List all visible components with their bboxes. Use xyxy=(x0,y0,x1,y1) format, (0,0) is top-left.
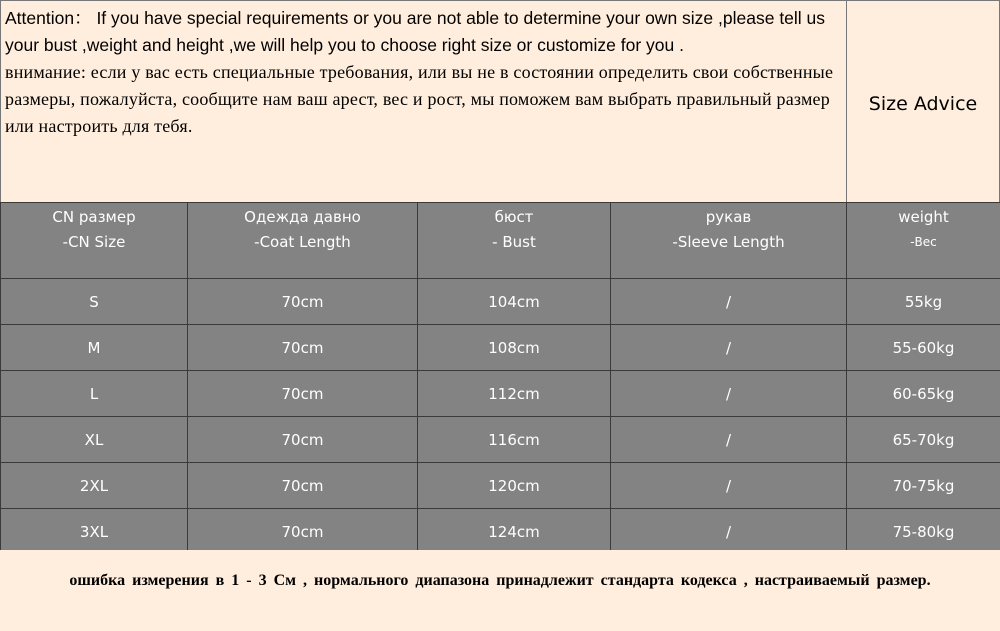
cell-coat-length: 70cm xyxy=(188,279,418,325)
cell-sleeve-length: / xyxy=(611,463,847,509)
cell-coat-length: 70cm xyxy=(188,325,418,371)
table-row xyxy=(1,279,1000,325)
cell-size: 3XL xyxy=(1,509,188,555)
header-text: -CN Size xyxy=(62,233,126,251)
notice-russian: внимание: если у вас есть специальные требования, или вы не в состоянии определить свои собственные размеры, пожалуйста, сообщите нам ваш арест, вес и рост, мы поможем вам выбрать правильный размер или настроить для тебя. xyxy=(5,62,834,136)
cell-bust: 108cm xyxy=(418,325,611,371)
cell-weight: 55-60kg xyxy=(847,325,1000,371)
cell-size: M xyxy=(1,325,188,371)
cell-coat-length: 70cm xyxy=(188,463,418,509)
cell-sleeve-length: / xyxy=(611,371,847,417)
size-table xyxy=(0,202,1000,555)
header-text: рукав xyxy=(705,208,752,226)
cell-weight: 55kg xyxy=(847,279,1000,325)
header-coat-length xyxy=(188,203,418,279)
size-advice-label: Size Advice xyxy=(846,0,1000,202)
header-cn-size xyxy=(1,203,188,279)
cell-size: 2XL xyxy=(1,463,188,509)
cell-size: L xyxy=(1,371,188,417)
header-text: бюст xyxy=(494,208,534,226)
cell-weight: 65-70kg xyxy=(847,417,1000,463)
cell-size: XL xyxy=(1,417,188,463)
cell-weight: 70-75kg xyxy=(847,463,1000,509)
cell-bust: 124cm xyxy=(418,509,611,555)
cell-sleeve-length: / xyxy=(611,325,847,371)
table-row xyxy=(1,371,1000,417)
header-text: -Вес xyxy=(910,235,937,249)
table-header-row xyxy=(1,203,1000,279)
cell-sleeve-length: / xyxy=(611,279,847,325)
measurement-error-note: ошибка измерения в 1 - 3 См , нормального диапазона принадлежит стандарта кодекса , настраиваемый размер. xyxy=(0,550,1000,631)
cell-sleeve-length: / xyxy=(611,417,847,463)
cell-bust: 104cm xyxy=(418,279,611,325)
header-sleeve-length xyxy=(611,203,847,279)
header-text: - Bust xyxy=(492,233,536,251)
header-text: -Coat Length xyxy=(254,233,351,251)
cell-sleeve-length: / xyxy=(611,509,847,555)
cell-coat-length: 70cm xyxy=(188,371,418,417)
table-row xyxy=(1,325,1000,371)
header-text: -Sleeve Length xyxy=(672,233,785,251)
cell-weight: 60-65kg xyxy=(847,371,1000,417)
cell-coat-length: 70cm xyxy=(188,417,418,463)
header-text: Одежда давно xyxy=(244,208,361,226)
header-bust xyxy=(418,203,611,279)
cell-coat-length: 70cm xyxy=(188,509,418,555)
header-text: weight xyxy=(898,208,949,226)
table-row xyxy=(1,417,1000,463)
header-text: CN размер xyxy=(52,208,136,226)
notice-english: Attention： If you have special requirements or you are not able to determine your own size ,please tell us your bust ,weight and height ,we will help you to choose right size or customize for you . xyxy=(5,8,826,55)
cell-bust: 120cm xyxy=(418,463,611,509)
cell-weight: 75-80kg xyxy=(847,509,1000,555)
cell-bust: 112cm xyxy=(418,371,611,417)
cell-bust: 116cm xyxy=(418,417,611,463)
attention-notice xyxy=(0,0,846,202)
table-row xyxy=(1,463,1000,509)
table-row xyxy=(1,509,1000,555)
header-weight xyxy=(847,203,1000,279)
cell-size: S xyxy=(1,279,188,325)
